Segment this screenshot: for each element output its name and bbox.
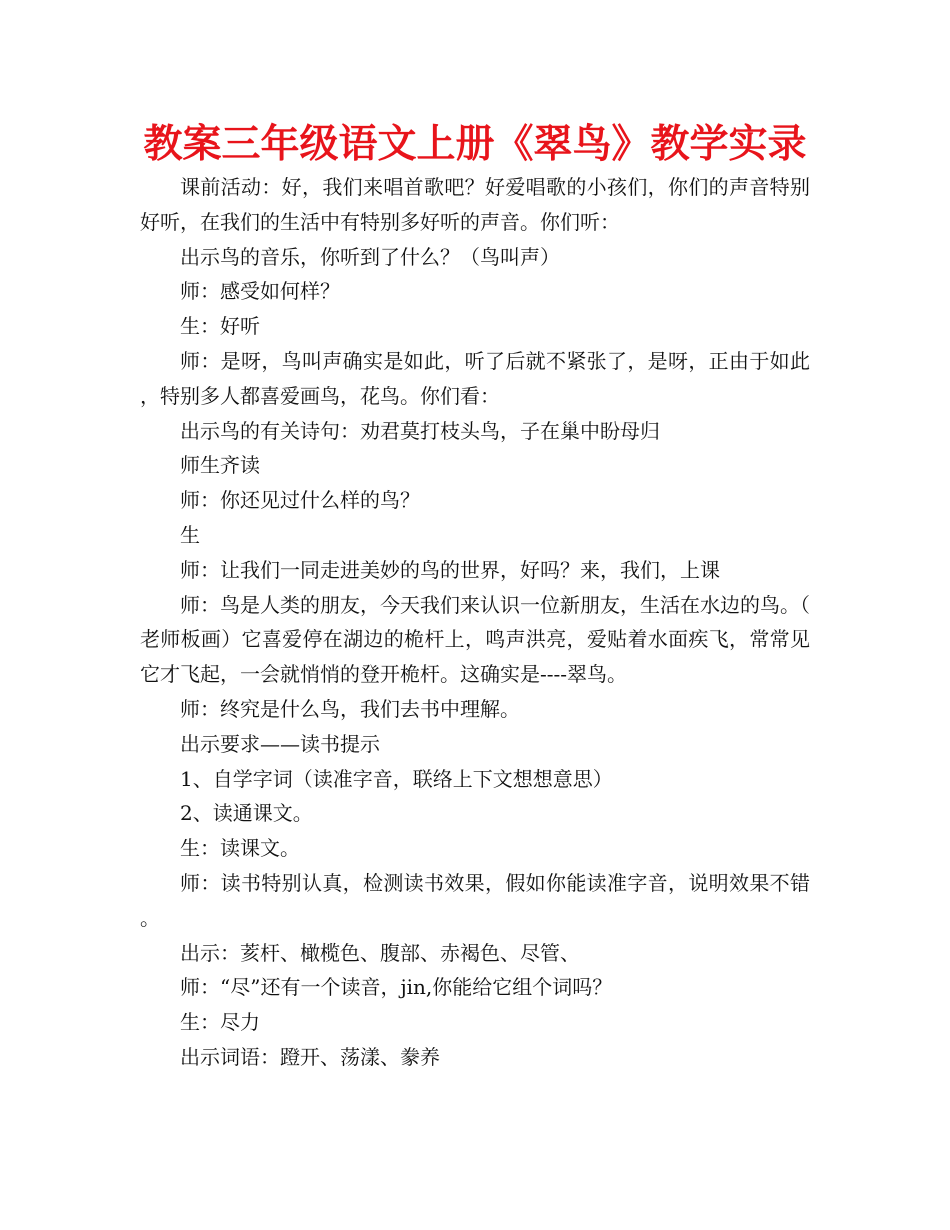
paragraph-5: 师：是呀，鸟叫声确实是如此，听了后就不紧张了，是呀，正由于如此，特别多人都喜爱画鸟，花鸟。你们看： (140, 348, 810, 408)
document-title: 教案三年级语文上册《翠鸟》教学实录 (143, 122, 807, 167)
document-body (140, 170, 810, 1075)
paragraph-9: 生 (180, 522, 200, 547)
paragraph-19: 师：“尽”还有一个读音，jin,你能给它组个词吗？ (180, 975, 613, 1000)
paragraph-8: 师：你还见过什么样的鸟？ (180, 488, 420, 513)
paragraph-11: 师：鸟是人类的朋友，今天我们来认识一位新朋友，生活在水边的鸟。（老师板画）它喜爱停在湖边的桅杆上，鸣声洪亮，爱贴着水面疾飞，常常见它才飞起，一会就悄悄的登开桅杆。这确实是----翠鸟。 (140, 592, 810, 687)
paragraph-3: 师：感受如何样？ (180, 279, 340, 304)
paragraph-12: 师：终究是什么鸟，我们去书中理解。 (180, 696, 520, 721)
paragraph-17: 师：读书特别认真，检测读书效果，假如你能读准字音，说明效果不错。 (140, 870, 810, 930)
paragraph-7: 师生齐读 (180, 453, 260, 478)
paragraph-4: 生：好听 (180, 314, 260, 339)
paragraph-13: 出示要求——读书提示 (180, 731, 380, 756)
paragraph-16: 生：读课文。 (180, 836, 300, 861)
paragraph-20: 生：尽力 (180, 1010, 260, 1035)
paragraph-6: 出示鸟的有关诗句：劝君莫打枝头鸟，子在巢中盼母归 (180, 418, 660, 443)
paragraph-21: 出示词语：蹬开、荡漾、豢养 (180, 1044, 440, 1069)
paragraph-2: 出示鸟的音乐，你听到了什么？（鸟叫声） (180, 244, 560, 269)
paragraph-18: 出示：荄杆、橄榄色、腹部、赤褐色、尽管、 (180, 940, 580, 965)
paragraph-15: 2、读通课文。 (180, 801, 313, 826)
paragraph-1: 课前活动：好，我们来唱首歌吧？好爱唱歌的小孩们，你们的声音特别好听，在我们的生活中有特别多好听的声音。你们听： (140, 175, 810, 234)
paragraph-14: 1、自学字词（读准字音，联络上下文想想意思） (180, 766, 613, 791)
paragraph-10: 师：让我们一同走进美妙的鸟的世界，好吗？来，我们，上课 (180, 557, 720, 582)
